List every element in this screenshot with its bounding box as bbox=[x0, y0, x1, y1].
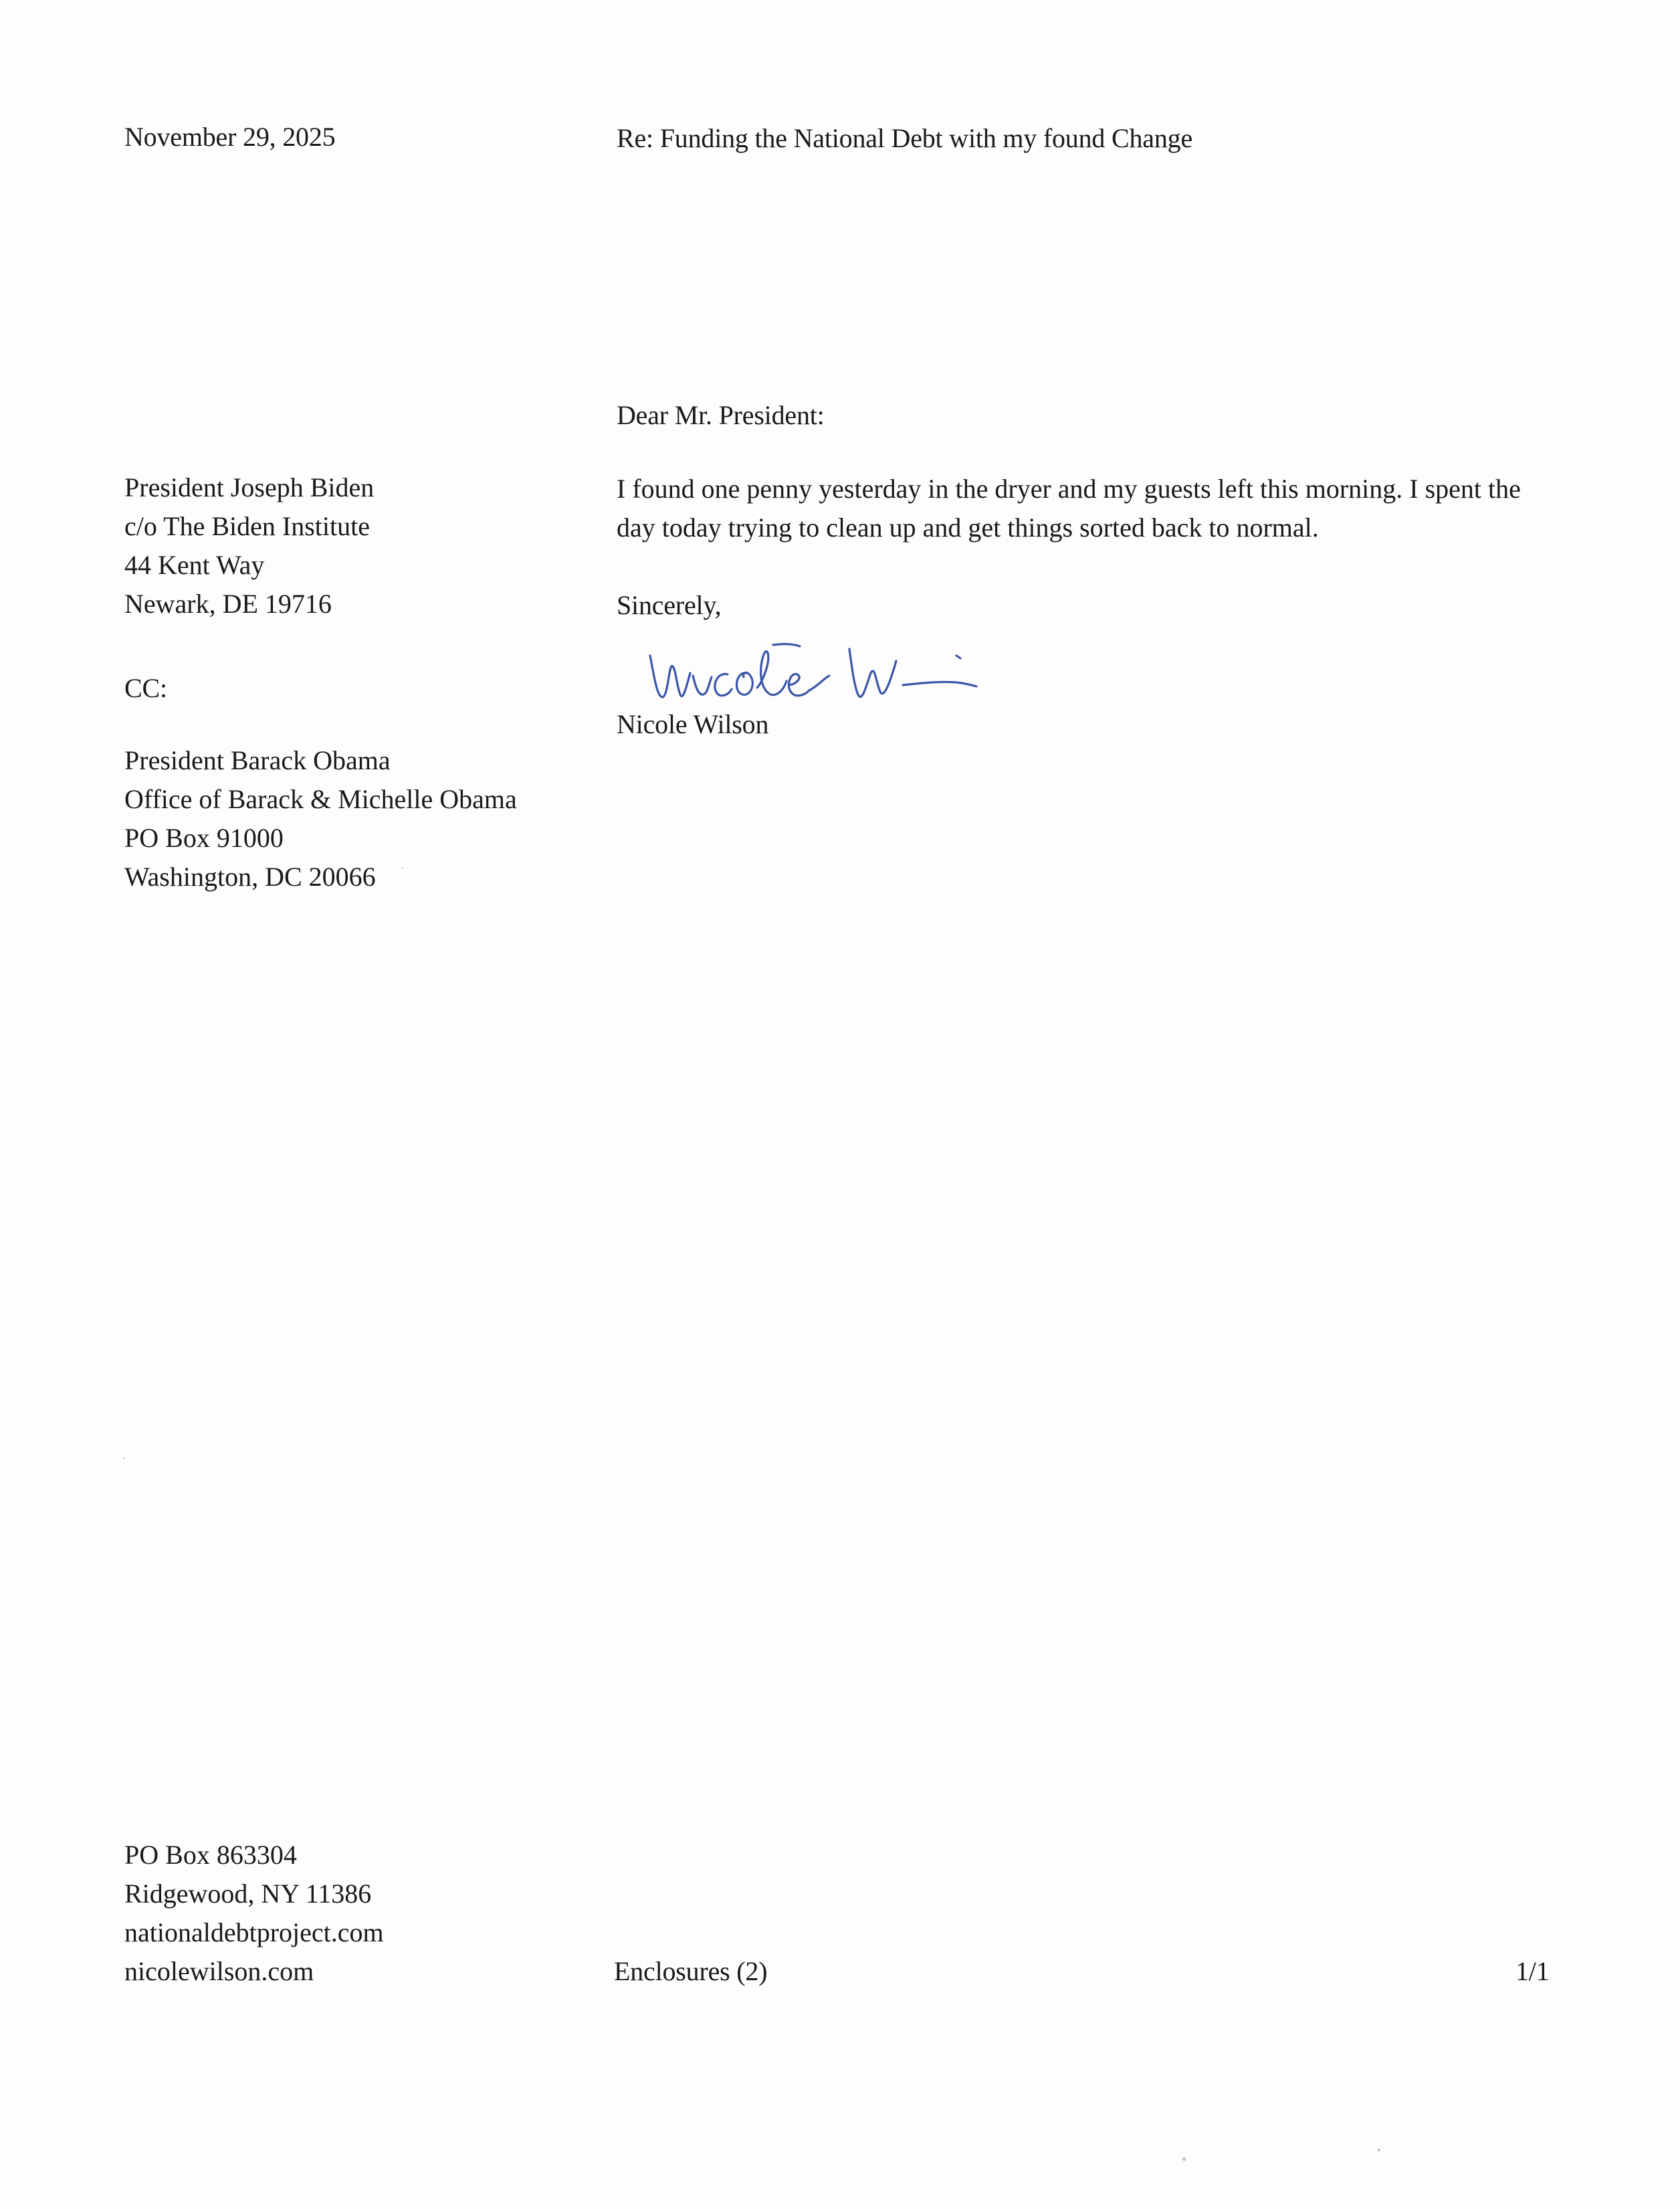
body-line: day today trying to clean up and get things sorted back to normal. bbox=[617, 512, 1319, 543]
subject-line: Re: Funding the National Debt with my found Change bbox=[617, 123, 1192, 153]
cc-name: President Barack Obama bbox=[124, 745, 391, 775]
cc-city: Washington, DC 20066 bbox=[124, 862, 376, 892]
letter-body bbox=[617, 470, 1521, 547]
recipient-address bbox=[124, 468, 374, 623]
sender-po-box: PO Box 863304 bbox=[124, 1840, 297, 1870]
sender-city: Ridgewood, NY 11386 bbox=[124, 1879, 372, 1909]
closing: Sincerely, bbox=[617, 590, 722, 620]
sender-website-personal: nicolewilson.com bbox=[124, 1956, 314, 1986]
scan-speck bbox=[123, 1457, 125, 1459]
recipient-name: President Joseph Biden bbox=[124, 472, 375, 502]
body-line: I found one penny yesterday in the dryer and my guests left this morning. I spent the bbox=[617, 474, 1521, 504]
recipient-organization: c/o The Biden Institute bbox=[124, 511, 370, 541]
cc-organization: Office of Barack & Michelle Obama bbox=[124, 784, 517, 814]
sender-details bbox=[124, 1836, 384, 1991]
cc-label: CC: bbox=[124, 673, 167, 703]
cc-street: PO Box 91000 bbox=[124, 823, 284, 853]
signer-name: Nicole Wilson bbox=[617, 709, 769, 739]
enclosures-note: Enclosures (2) bbox=[614, 1956, 768, 1986]
page-number: 1/1 bbox=[1515, 1956, 1550, 1986]
recipient-city: Newark, DE 19716 bbox=[124, 589, 332, 619]
sender-website-project: nationaldebtproject.com bbox=[124, 1917, 384, 1947]
scan-speck bbox=[1182, 2157, 1186, 2161]
scan-speck bbox=[1378, 2149, 1380, 2151]
scan-speck bbox=[401, 867, 403, 869]
letter-date: November 29, 2025 bbox=[124, 122, 336, 152]
handwritten-signature bbox=[642, 636, 990, 716]
recipient-street: 44 Kent Way bbox=[124, 550, 265, 580]
cc-address bbox=[124, 741, 517, 896]
salutation: Dear Mr. President: bbox=[617, 400, 825, 430]
